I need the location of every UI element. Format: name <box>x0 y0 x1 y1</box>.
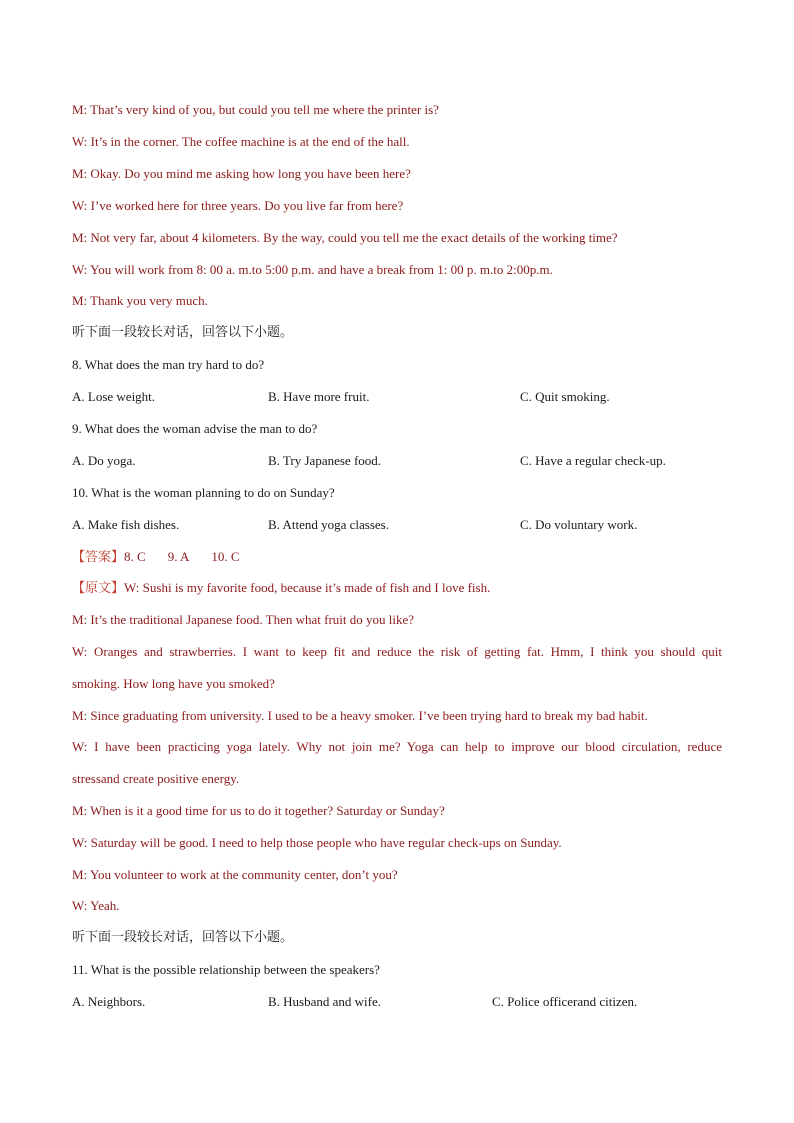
q9-option-a: A. Do yoga. <box>72 453 136 468</box>
dialog-line: W: You will work from 8: 00 a. m.to 5:00 p.m. and have a break from 1: 00 p. m.to 2:00p.m. <box>72 262 553 277</box>
answer-tag: 【答案】 <box>72 550 125 565</box>
transcript-first-line <box>72 580 490 597</box>
answer-line <box>72 549 240 566</box>
q8-option-a: A. Lose weight. <box>72 389 156 404</box>
q10-option-c: C. Do voluntary work. <box>520 517 638 532</box>
dialog-line: M: Thank you very much. <box>72 293 208 308</box>
question-8-stem: 8. What does the man try hard to do? <box>72 357 265 372</box>
question-10-stem: 10. What is the woman planning to do on Sunday? <box>72 485 335 500</box>
dialog-line: W: I’ve worked here for three years. Do you live far from here? <box>72 198 404 213</box>
transcript-line: M: You volunteer to work at the community center, don’t you? <box>72 867 398 882</box>
dialog-line: M: Not very far, about 4 kilometers. By the way, could you tell me the exact details of the working time? <box>72 230 618 245</box>
transcript-text: W: Sushi is my favorite food, because it’s made of fish and I love fish. <box>124 580 491 595</box>
transcript-line: stressand create positive energy. <box>72 771 240 786</box>
question-11-stem: 11. What is the possible relationship between the speakers? <box>72 962 380 977</box>
transcript-line: M: It’s the traditional Japanese food. Then what fruit do you like? <box>72 612 415 627</box>
transcript-line: W: Saturday will be good. I need to help those people who have regular check-ups on Sunday. <box>72 835 562 850</box>
q11-option-c: C. Police officerand citizen. <box>492 994 638 1009</box>
answer-10: 10. C <box>211 549 240 564</box>
dialog-line: M: That’s very kind of you, but could you tell me where the printer is? <box>72 102 439 117</box>
transcript-line: W: Oranges and strawberries. I want to keep fit and reduce the risk of getting fat. Hmm, I think you should quit <box>72 644 722 659</box>
q11-option-b: B. Husband and wife. <box>268 994 382 1009</box>
section-instruction: 听下面一段较长对话，回答以下小题。 <box>72 325 294 340</box>
transcript-line: M: Since graduating from university. I used to be a heavy smoker. I’ve been trying hard to break my bad habit. <box>72 708 648 723</box>
section-instruction: 听下面一段较长对话，回答以下小题。 <box>72 930 294 945</box>
q10-option-a: A. Make fish dishes. <box>72 517 180 532</box>
dialog-line: M: Okay. Do you mind me asking how long you have been here? <box>72 166 411 181</box>
q11-option-a: A. Neighbors. <box>72 994 146 1009</box>
transcript-line: smoking. How long have you smoked? <box>72 676 275 691</box>
transcript-tag: 【原文】 <box>72 581 125 596</box>
q9-option-b: B. Try Japanese food. <box>268 453 382 468</box>
transcript-line: W: I have been practicing yoga lately. Why not join me? Yoga can help to improve our blood circulation, reduce <box>72 739 722 754</box>
q8-option-c: C. Quit smoking. <box>520 389 610 404</box>
q9-option-c: C. Have a regular check-up. <box>520 453 666 468</box>
answer-8: 8. C <box>124 549 146 564</box>
answer-9: 9. A <box>167 549 190 564</box>
transcript-line: M: When is it a good time for us to do it together? Saturday or Sunday? <box>72 803 445 818</box>
dialog-line: W: It’s in the corner. The coffee machine is at the end of the hall. <box>72 134 410 149</box>
question-9-stem: 9. What does the woman advise the man to do? <box>72 421 318 436</box>
transcript-line: W: Yeah. <box>72 898 120 913</box>
q10-option-b: B. Attend yoga classes. <box>268 517 389 532</box>
q8-option-b: B. Have more fruit. <box>268 389 370 404</box>
